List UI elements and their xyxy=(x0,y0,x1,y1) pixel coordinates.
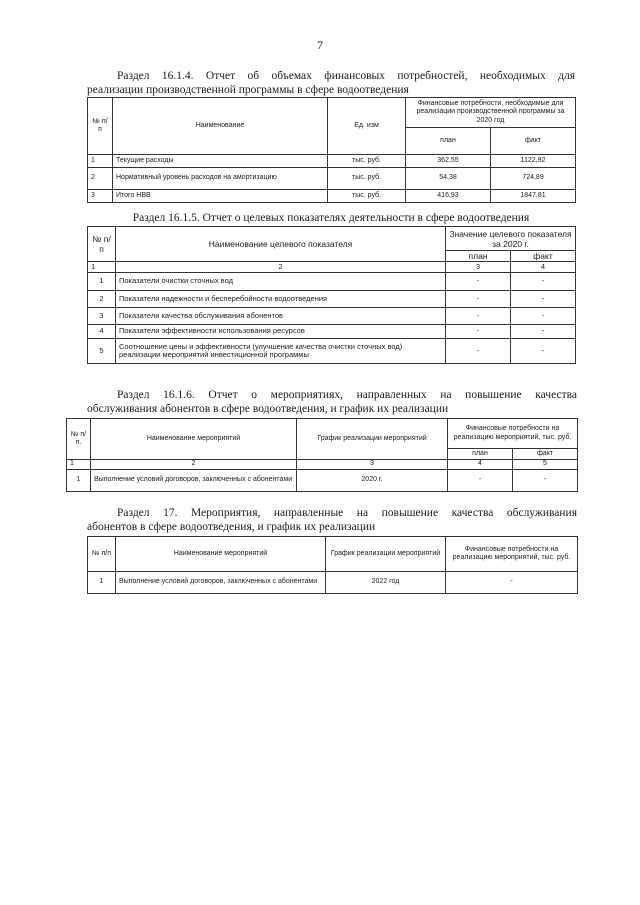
col-header-plan: план xyxy=(448,449,513,460)
col-header-name: Наименование xyxy=(113,98,328,155)
table-row: 1 Текущие расходы тыс. руб. 362,55 1122,92 xyxy=(88,155,576,168)
financial-needs-table xyxy=(87,97,576,203)
col-header-num: № п/п xyxy=(88,98,113,155)
col-header-name: Наименование мероприятий xyxy=(116,537,326,572)
col-header-num: № п/п. xyxy=(67,419,91,460)
table-row: 3 Показатели качества обслуживания абонентов - - xyxy=(88,308,576,325)
table-row: 4 Показатели эффективности использования ресурсов - - xyxy=(88,325,576,339)
customer-service-activities-table xyxy=(66,418,578,492)
page-number: 7 xyxy=(317,38,323,52)
col-header-fact: факт xyxy=(511,251,576,262)
col-header-schedule: График реализации мероприятий xyxy=(326,537,446,572)
col-header-schedule: График реализации мероприятий xyxy=(297,419,448,460)
col-header-name: Наименование мероприятий xyxy=(91,419,297,460)
col-header-plan: план xyxy=(406,128,491,155)
table-row: 2 Показатели надежности и бесперебойности водоотведения - - xyxy=(88,291,576,308)
col-header-fact: факт xyxy=(513,449,578,460)
col-header-num: № п/п xyxy=(88,227,116,262)
section-16-1-6-title: Раздел 16.1.6. Отчет о мероприятиях, направленных на повышение качества обслуживания абонентов в сфере водоотведения, и график их реализации xyxy=(87,389,577,415)
section-16-1-4-title: Раздел 16.1.4. Отчет об объемах финансовых потребностей, необходимых для реализации производственной программы в сфере водоотведения xyxy=(87,70,575,96)
col-header-fin: Финансовые потребности на реализацию мероприятий, тыс. руб. xyxy=(446,537,578,572)
table-row: 3 Итого НВВ тыс. руб. 416,93 1847,81 xyxy=(88,190,576,203)
table-row: 5 Соотношение цены и эффективности (улучшение качества очистки сточных вод) реализации мероприятий инвестиционной программы - - xyxy=(88,339,576,364)
target-indicators-table xyxy=(87,226,576,364)
col-header-name: Наименование целевого показателя xyxy=(116,227,446,262)
section-16-1-5-title: Раздел 16.1.5. Отчет о целевых показателях деятельности в сфере водоотведения xyxy=(132,212,530,224)
planned-activities-table xyxy=(87,536,578,594)
table-row: 1 Выполнение условий договоров, заключенных с абонентами 2022 год - xyxy=(88,572,578,594)
table-row: 1 Выполнение условий договоров, заключенных с абонентами 2020 г. - - xyxy=(67,470,578,492)
column-number-row: 1 2 3 4 xyxy=(88,262,576,273)
col-header-plan: план xyxy=(446,251,511,262)
col-header-fin: Финансовые потребности на реализацию мероприятий, тыс. руб. xyxy=(448,419,578,449)
table-row: 2 Нормативный уровень расходов на амортизацию тыс. руб. 54,38 724,89 xyxy=(88,168,576,190)
col-header-fin: Финансовые потребности, необходимые для реализации производственной программы за 2020 год xyxy=(406,98,576,128)
section-17-title: Раздел 17. Мероприятия, направленные на повышение качества обслуживания абонентов в сфере водоотведения, и график их реализации xyxy=(87,507,577,533)
col-header-value: Значение целевого показателя за 2020 г. xyxy=(446,227,576,251)
column-number-row: 1 2 3 4 5 xyxy=(67,460,578,470)
table-row: 1 Показатели очистки сточных вод - - xyxy=(88,273,576,291)
col-header-fact: факт xyxy=(491,128,576,155)
col-header-unit: Ед. изм xyxy=(328,98,406,155)
col-header-num: № п/п xyxy=(88,537,116,572)
